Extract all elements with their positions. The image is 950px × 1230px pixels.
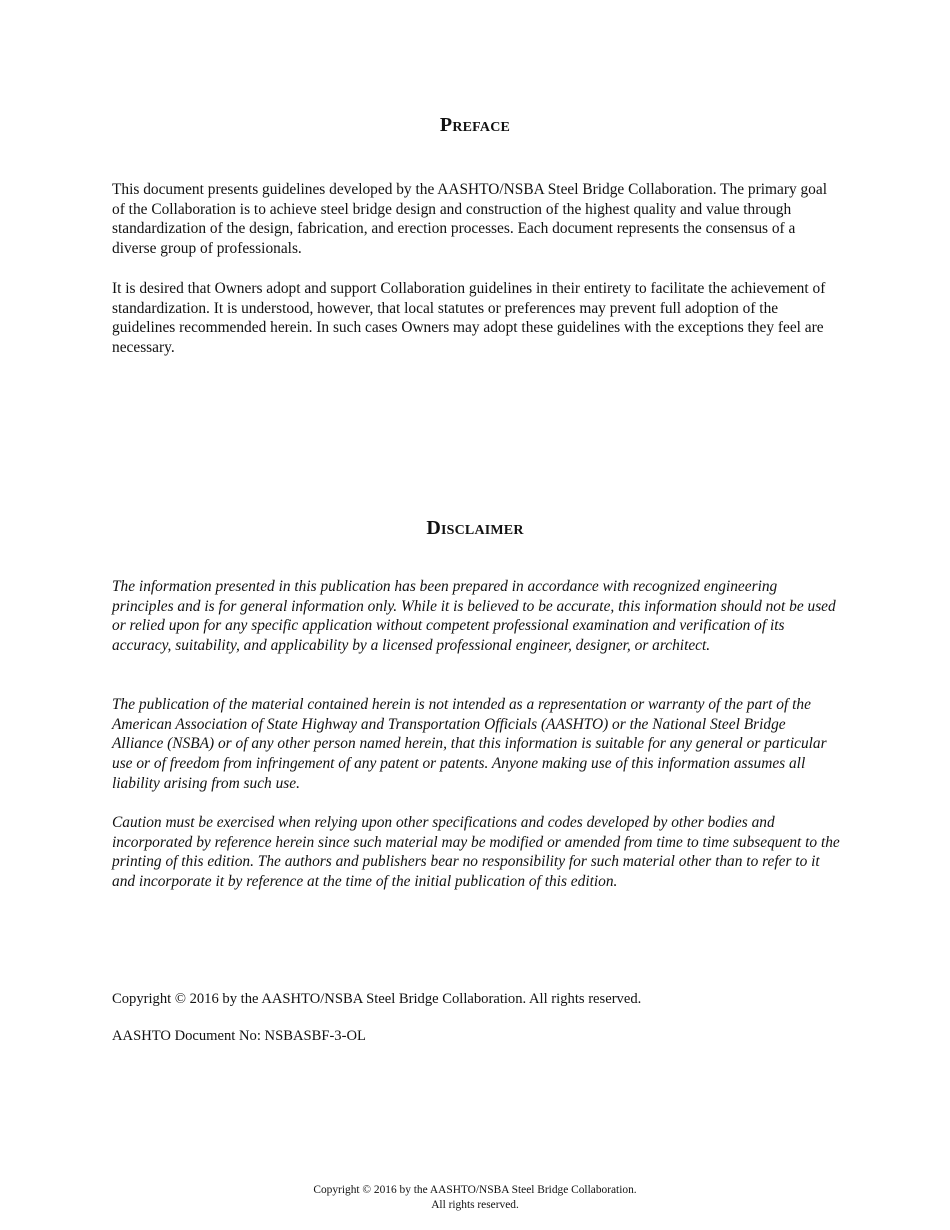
disclaimer-paragraph-1: The information presented in this publication has been prepared in accordance with recognized engineering principles and is for general information only. While it is believed to be accurate, this information should not be used or relied upon for any specific application without competent professional examination and verification of its accuracy, suitability, and applicability by a licensed professional engineer, designer, or architect. — [112, 578, 836, 655]
preface-paragraph-2: It is desired that Owners adopt and support Collaboration guidelines in their entirety to facilitate the achievement of standardization. It is understood, however, that local statutes or preferences may prevent full adoption of the guidelines recommended herein. In such cases Owners may adopt these guidelines with the exceptions they feel are necessary. — [112, 280, 826, 357]
copyright-notice: Copyright © 2016 by the AASHTO/NSBA Steel Bridge Collaboration. All rights reserved. — [112, 991, 642, 1007]
page-footer — [0, 1183, 950, 1212]
disclaimer-paragraph-2: The publication of the material contained herein is not intended as a representation or warranty of the part of the American Association of State Highway and Transportation Officials (AASHTO) or the National Steel Bridge Alliance (NSBA) or of any other person named herein, that this information is suitable for any general or particular use or of freedom from infringement of any patent or patents. Anyone making use of this information assumes all liability arising from such use. — [112, 696, 827, 792]
footer-rights-line: All rights reserved. — [431, 1198, 519, 1211]
footer-copyright-line: Copyright © 2016 by the AASHTO/NSBA Steel Bridge Collaboration. — [313, 1184, 637, 1196]
preface-paragraph-1: This document presents guidelines developed by the AASHTO/NSBA Steel Bridge Collaboration. The primary goal of the Collaboration is to achieve steel bridge design and construction of the highest quality and value through standardization of the design, fabrication, and erection processes. Each document represents the consensus of a diverse group of professionals. — [112, 181, 827, 258]
preface-heading: Preface — [439, 114, 511, 136]
document-number: AASHTO Document No: NSBASBF-3-OL — [112, 1028, 366, 1044]
disclaimer-paragraph-3: Caution must be exercised when relying upon other specifications and codes developed by other bodies and incorporated by reference herein since such material may be modified or amended from time to time subsequent to the printing of this edition. The authors and publishers bear no responsibility for such material other than to refer to it and incorporate it by reference at the time of the initial publication of this edition. — [112, 814, 840, 891]
disclaimer-heading: Disclaimer — [426, 517, 524, 539]
